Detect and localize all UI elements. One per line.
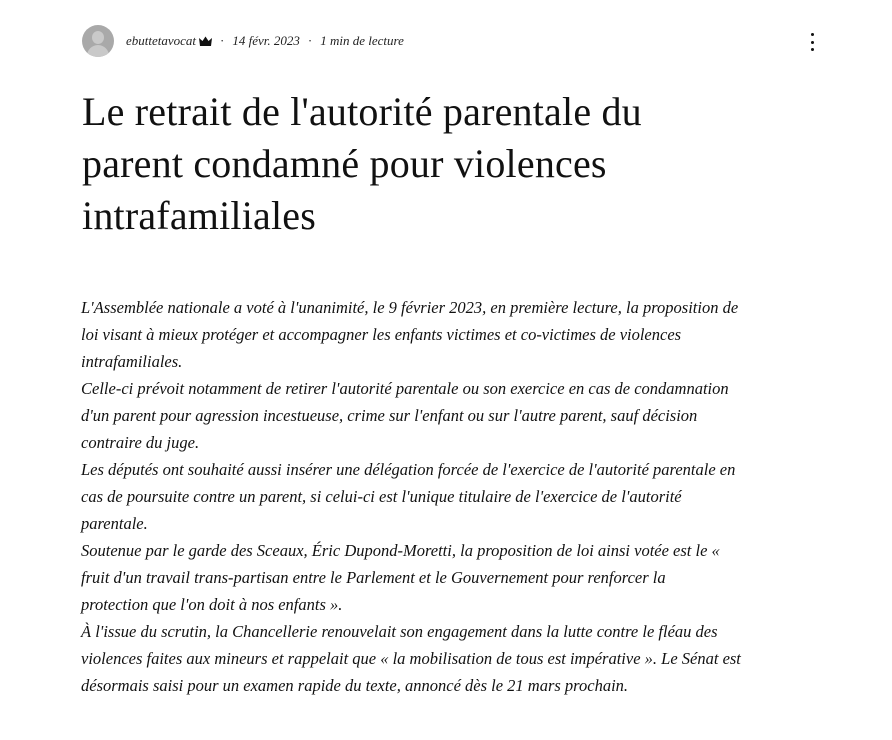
body-line: désormais saisi pour un examen rapide du texte, annoncé dès le 21 mars prochain. [81,676,629,695]
body-line: loi visant à mieux protéger et accompagner les enfants victimes et co-victimes de violences [81,325,682,344]
title-line: Le retrait de l'autorité parentale du [82,89,642,134]
more-options-icon[interactable] [806,33,818,51]
read-time: 1 min de lecture [320,33,404,48]
body-line: cas de poursuite contre un parent, si celui-ci est l'unique titulaire de l'exercice de l'autorité [81,487,682,506]
post-meta [82,25,404,57]
title-line: parent condamné pour violences [82,141,607,186]
title-line: intrafamiliales [82,193,317,238]
body-line: À l'issue du scrutin, la Chancellerie renouvelait son engagement dans la lutte contre le fléau des [81,622,718,641]
author-avatar[interactable] [82,25,114,57]
post-title [82,86,642,242]
body-line: d'un parent pour agression incestueuse, crime sur l'enfant ou sur l'autre parent, sauf décision [81,406,698,425]
body-line: protection que l'on doit à nos enfants ». [81,595,343,614]
body-line: Soutenue par le garde des Sceaux, Éric Dupond-Moretti, la proposition de loi ainsi votée est le « [81,541,720,560]
body-line: fruit d'un travail trans-partisan entre le Parlement et le Gouvernement pour renforcer la [81,568,666,587]
separator: · [220,33,225,48]
post-date: 14 févr. 2023 [232,33,300,48]
body-line: L'Assemblée nationale a voté à l'unanimité, le 9 février 2023, en première lecture, la proposition de [81,298,739,317]
body-line: parentale. [81,514,148,533]
author-name[interactable]: ebuttetavocat [126,33,197,48]
body-line: contraire du juge. [81,433,200,452]
body-line: Celle-ci prévoit notamment de retirer l'autorité parentale ou son exercice en cas de condamnation [81,379,729,398]
crown-icon [199,36,212,46]
body-line: violences faites aux mineurs et rappelait que « la mobilisation de tous est impérative ». Le Sénat est [81,649,741,668]
separator: · [307,33,313,48]
body-line: intrafamiliales. [81,352,183,371]
body-line: Les députés ont souhaité aussi insérer une délégation forcée de l'exercice de l'autorité parentale en [81,460,736,479]
post-body [81,294,741,699]
